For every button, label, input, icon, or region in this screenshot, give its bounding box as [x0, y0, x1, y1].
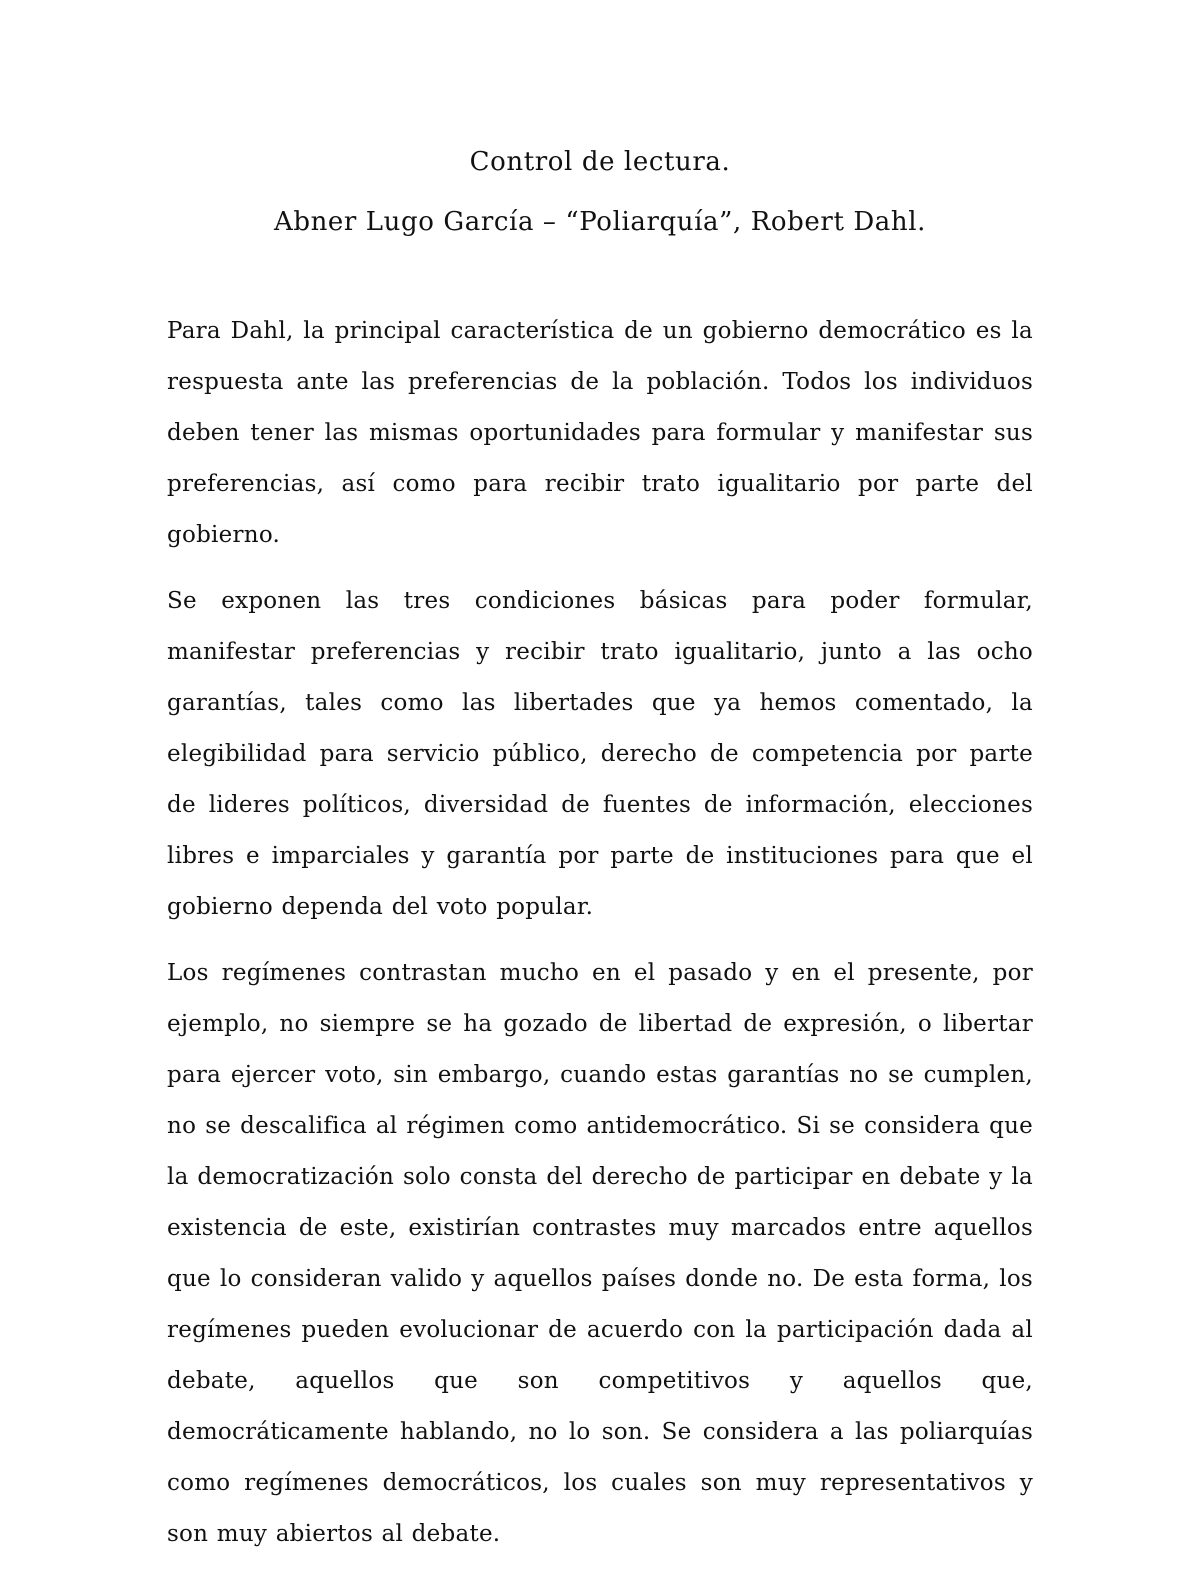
paragraph-2: Se exponen las tres condiciones básicas para poder formular, manifestar preferencias y recibir trato igualitario, junto a las ocho garantías, tales como las libertades que ya hemos comentado, la elegibilidad para servicio público, derecho de competencia por parte de lideres políticos, diversidad de fuentes de información, elecciones libres e imparciales y garantía por parte de instituciones para que el gobierno dependa del voto popular. — [167, 588, 1033, 920]
document-title: Control de lectura. — [469, 147, 731, 177]
document-body — [167, 306, 1033, 1575]
paragraph-1: Para Dahl, la principal característica de un gobierno democrático es la respuesta ante las preferencias de la población. Todos los individuos deben tener las mismas oportunidades para formular y manifestar sus preferencias, así como para recibir trato igualitario por parte del gobierno. — [167, 318, 1033, 548]
document-subtitle: Abner Lugo García – “Poliarquía”, Robert Dahl. — [273, 207, 927, 237]
paragraph-3: Los regímenes contrastan mucho en el pasado y en el presente, por ejemplo, no siempre se ha gozado de libertad de expresión, o libertar para ejercer voto, sin embargo, cuando estas garantías no se cumplen, no se descalifica al régimen como antidemocrático. Si se considera que la democratización solo consta del derecho de participar en debate y la existencia de este, existirían contrastes muy marcados entre aquellos que lo consideran valido y aquellos países donde no. De esta forma, los regímenes pueden evolucionar de acuerdo con la participación dada al debate, aquellos que son competitivos y aquellos que, democráticamente hablando, no lo son. Se considera a las poliarquías como regímenes democráticos, los cuales son muy representativos y son muy abiertos al debate. — [167, 960, 1033, 1547]
